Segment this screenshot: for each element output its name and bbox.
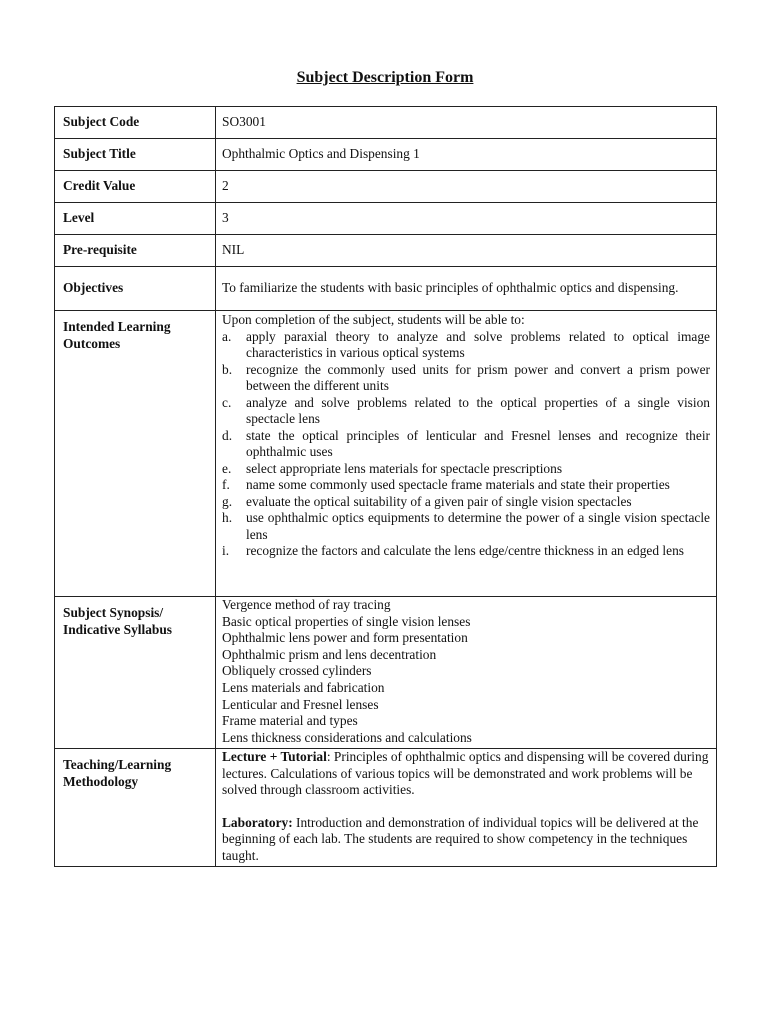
ilo-text: state the optical principles of lenticular and Fresnel lenses and recognize their ophthalmic uses	[246, 427, 710, 459]
label-methodology	[55, 749, 216, 867]
ilo-list	[222, 329, 710, 560]
ilo-marker: e.	[222, 460, 232, 476]
ilo-marker: i.	[222, 543, 230, 558]
list-item	[222, 494, 710, 511]
label-subject-title: Subject Title	[55, 139, 216, 171]
row-subject-title	[55, 139, 717, 171]
list-item: Vergence method of ray tracing	[222, 597, 391, 612]
value-prerequisite: NIL	[216, 235, 717, 267]
value-credit-value: 2	[216, 171, 717, 203]
ilo-marker: b.	[222, 361, 233, 377]
list-item: Lenticular and Fresnel lenses	[222, 696, 379, 712]
list-item	[222, 395, 710, 428]
label-subject-code: Subject Code	[55, 107, 216, 139]
label-methodology-line2: Methodology	[63, 773, 139, 789]
lecture-paragraph	[222, 749, 710, 799]
list-item: Frame material and types	[222, 713, 358, 729]
ilo-text: apply paraxial theory to analyze and solve problems related to optical image characteristics in various optical systems	[246, 328, 710, 360]
label-synopsis-line2: Indicative Syllabus	[63, 621, 173, 637]
row-objectives	[55, 267, 717, 311]
ilo-text: recognize the commonly used units for prism power and convert a prism power between the different units	[246, 361, 710, 393]
ilo-intro: Upon completion of the subject, students will be able to:	[222, 312, 525, 327]
lab-paragraph	[222, 815, 710, 865]
row-credit-value	[55, 171, 717, 203]
list-item	[222, 477, 710, 494]
label-level: Level	[55, 203, 216, 235]
list-item: Ophthalmic lens power and form presentation	[222, 630, 468, 646]
label-ilo-line1: Intended Learning	[63, 319, 171, 334]
lecture-heading: Lecture + Tutorial	[222, 749, 327, 764]
value-subject-code: SO3001	[216, 107, 717, 139]
ilo-text: name some commonly used spectacle frame materials and state their properties	[246, 477, 670, 492]
value-subject-title: Ophthalmic Optics and Dispensing 1	[216, 139, 717, 171]
label-synopsis-line1: Subject Synopsis/	[63, 605, 164, 620]
ilo-marker: h.	[222, 510, 233, 525]
list-item: Basic optical properties of single vision lenses	[222, 613, 471, 629]
ilo-marker: c.	[222, 394, 232, 410]
list-item	[222, 428, 710, 461]
label-objectives: Objectives	[55, 267, 216, 311]
ilo-marker: f.	[222, 477, 230, 492]
form-title: Subject Description Form	[296, 69, 474, 86]
label-synopsis	[55, 597, 216, 749]
label-ilo	[55, 311, 216, 597]
lecture-text: : Principles of ophthalmic optics and dispensing will be covered during lectures. Calculations of various topics will be demonstrated and work problems will be solved through classroom activities.	[222, 749, 709, 797]
ilo-text: analyze and solve problems related to the optical properties of a single vision spectacle lens	[246, 394, 710, 426]
list-item	[222, 543, 710, 560]
list-item: Obliquely crossed cylinders	[222, 663, 372, 679]
lab-heading: Laboratory:	[222, 814, 293, 830]
value-synopsis	[216, 597, 717, 749]
label-credit-value: Credit Value	[55, 171, 216, 203]
ilo-text: select appropriate lens materials for spectacle prescriptions	[246, 460, 563, 476]
label-ilo-line2: Outcomes	[63, 335, 121, 351]
subject-table	[54, 106, 717, 867]
ilo-marker: a.	[222, 328, 232, 344]
value-methodology	[216, 749, 717, 867]
row-ilo	[55, 311, 717, 597]
label-methodology-line1: Teaching/Learning	[63, 757, 172, 772]
row-subject-code	[55, 107, 717, 139]
row-synopsis	[55, 597, 717, 749]
row-level	[55, 203, 717, 235]
ilo-text: recognize the factors and calculate the lens edge/centre thickness in an edged lens	[246, 543, 684, 558]
label-prerequisite: Pre-requisite	[55, 235, 216, 267]
list-item	[222, 461, 710, 478]
row-methodology	[55, 749, 717, 867]
ilo-marker: d.	[222, 427, 233, 443]
row-prerequisite	[55, 235, 717, 267]
list-item: Lens materials and fabrication	[222, 679, 385, 695]
lab-text: Introduction and demonstration of individual topics will be delivered at the beginning of each lab. The students are required to show competency in the techniques taught.	[222, 814, 699, 863]
list-item: Ophthalmic prism and lens decentration	[222, 646, 437, 662]
ilo-marker: g.	[222, 493, 233, 509]
value-level: 3	[216, 203, 717, 235]
ilo-text: use ophthalmic optics equipments to determine the power of a single vision spectacle lens	[246, 510, 710, 542]
list-item	[222, 329, 710, 362]
list-item	[222, 510, 710, 543]
list-item: Lens thickness considerations and calculations	[222, 729, 472, 745]
ilo-text: evaluate the optical suitability of a given pair of single vision spectacles	[246, 493, 632, 509]
list-item	[222, 362, 710, 395]
value-ilo	[216, 311, 717, 597]
value-objectives: To familiarize the students with basic principles of ophthalmic optics and dispensing.	[216, 267, 717, 311]
